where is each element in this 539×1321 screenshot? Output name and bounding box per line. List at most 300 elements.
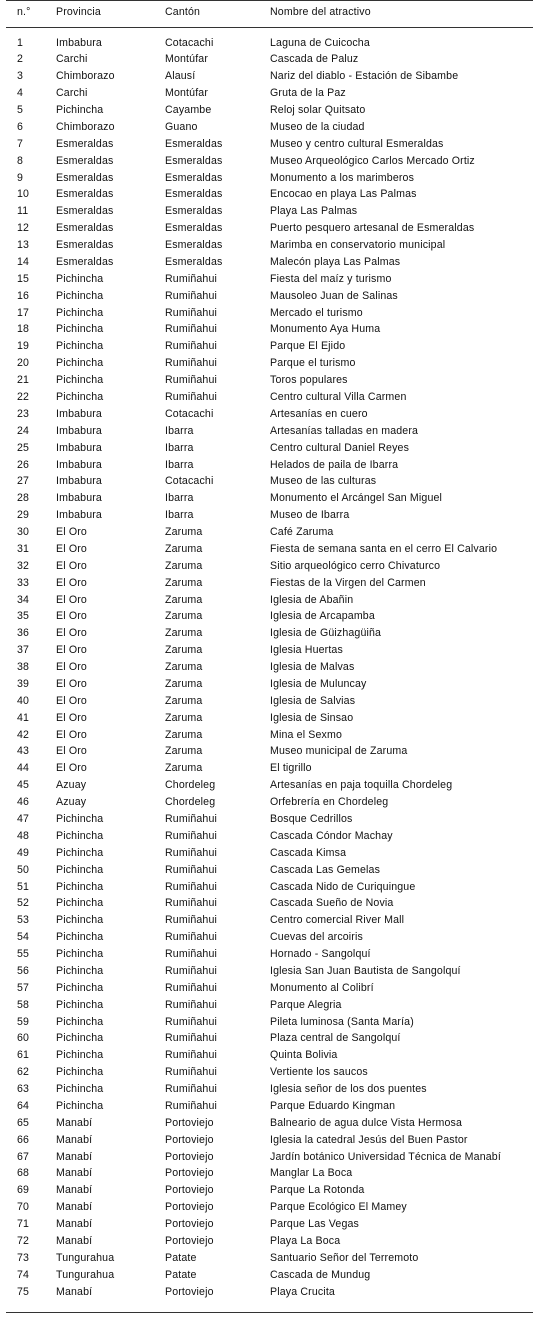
cell-number: 25 [17,441,30,454]
cell-attraction-name: Puerto pesquero artesanal de Esmeraldas [270,222,475,235]
table-bottom-rule [6,1312,533,1313]
cell-province: Imbabura [56,407,102,420]
cell-number: 10 [17,188,30,201]
cell-canton: Montúfar [165,87,209,100]
table-row [6,524,533,541]
cell-province: Esmeraldas [56,137,114,150]
cell-canton: Portoviejo [165,1116,214,1129]
table-row [6,946,533,963]
cell-number: 21 [17,374,30,387]
cell-canton: Zaruma [165,559,203,572]
cell-province: Imbabura [56,458,102,471]
cell-canton: Esmeraldas [165,188,223,201]
cell-attraction-name: Iglesia de Malvas [270,661,355,674]
cell-province: El Oro [56,593,87,606]
cell-attraction-name: Fiesta de semana santa en el cerro El Calvario [270,542,498,555]
cell-canton: Rumiñahui [165,340,217,353]
table-row [6,1115,533,1132]
cell-number: 53 [17,914,30,927]
cell-number: 74 [17,1268,30,1281]
cell-canton: Zaruma [165,627,203,640]
cell-canton: Rumiñahui [165,323,217,336]
cell-canton: Montúfar [165,53,209,66]
cell-number: 63 [17,1083,30,1096]
cell-province: Pichincha [56,1083,104,1096]
cell-province: Pichincha [56,981,104,994]
cell-number: 29 [17,509,30,522]
cell-number: 13 [17,239,30,252]
cell-province: Manabí [56,1285,93,1298]
table-row [6,170,533,187]
cell-number: 43 [17,745,30,758]
cell-attraction-name: Plaza central de Sangolquí [270,1032,401,1045]
table-row [6,760,533,777]
cell-attraction-name: Artesanías en paja toquilla Chordeleg [270,779,453,792]
cell-province: Tungurahua [56,1268,115,1281]
cell-province: Pichincha [56,829,104,842]
table-row [6,862,533,879]
cell-province: El Oro [56,526,87,539]
cell-number: 4 [17,87,24,100]
cell-canton: Patate [165,1268,197,1281]
cell-attraction-name: Iglesia de Abañin [270,593,354,606]
table-row [6,85,533,102]
cell-province: El Oro [56,644,87,657]
cell-canton: Zaruma [165,762,203,775]
cell-province: Pichincha [56,289,104,302]
cell-province: Imbabura [56,424,102,437]
cell-attraction-name: Monumento a los marimberos [270,171,415,184]
table-row [6,119,533,136]
cell-province: Manabí [56,1234,93,1247]
cell-attraction-name: Iglesia San Juan Bautista de Sangolquí [270,964,461,977]
cell-number: 42 [17,728,30,741]
cell-number: 62 [17,1066,30,1079]
cell-number: 6 [17,120,24,133]
cell-number: 20 [17,357,30,370]
cell-canton: Portoviejo [165,1167,214,1180]
cell-province: Pichincha [56,1032,104,1045]
cell-number: 67 [17,1150,30,1163]
cell-attraction-name: Museo Arqueológico Carlos Mercado Ortiz [270,154,475,167]
cell-attraction-name: Cascada de Paluz [270,53,359,66]
table-row [6,1284,533,1301]
cell-number: 60 [17,1032,30,1045]
cell-province: Pichincha [56,272,104,285]
cell-number: 27 [17,475,30,488]
cell-province: Carchi [56,87,88,100]
cell-province: Pichincha [56,948,104,961]
cell-number: 73 [17,1251,30,1264]
cell-attraction-name: Monumento al Colibrí [270,981,374,994]
cell-canton: Zaruma [165,694,203,707]
cell-canton: Rumiñahui [165,1066,217,1079]
cell-province: Pichincha [56,390,104,403]
cell-attraction-name: Balneario de agua dulce Vista Hermosa [270,1116,463,1129]
cell-attraction-name: Museo de las culturas [270,475,377,488]
cell-number: 57 [17,981,30,994]
cell-attraction-name: Cascada de Mundug [270,1268,371,1281]
cell-canton: Rumiñahui [165,390,217,403]
table-row [6,1216,533,1233]
cell-province: Esmeraldas [56,255,114,268]
cell-province: Manabí [56,1167,93,1180]
cell-attraction-name: Playa Las Palmas [270,205,358,218]
cell-attraction-name: Playa Crucita [270,1285,335,1298]
cell-province: Tungurahua [56,1251,115,1264]
cell-number: 7 [17,137,24,150]
cell-number: 50 [17,863,30,876]
cell-province: Pichincha [56,1015,104,1028]
cell-canton: Esmeraldas [165,171,223,184]
cell-province: Pichincha [56,357,104,370]
cell-canton: Rumiñahui [165,846,217,859]
cell-number: 28 [17,492,30,505]
table-row [6,997,533,1014]
cell-number: 51 [17,880,30,893]
cell-province: Pichincha [56,306,104,319]
table-row [6,608,533,625]
table-row [6,558,533,575]
cell-canton: Rumiñahui [165,998,217,1011]
cell-attraction-name: Museo de la ciudad [270,120,365,133]
table-row [6,473,533,490]
table-row [6,1199,533,1216]
table-row [6,203,533,220]
cell-province: Carchi [56,53,88,66]
cell-province: Manabí [56,1150,93,1163]
cell-number: 70 [17,1201,30,1214]
cell-attraction-name: Orfebrería en Chordeleg [270,796,389,809]
header-province: Provincia [56,6,101,18]
table-row [6,406,533,423]
table-row [6,35,533,52]
cell-province: Pichincha [56,812,104,825]
cell-number: 12 [17,222,30,235]
cell-number: 1 [17,36,24,49]
cell-canton: Rumiñahui [165,914,217,927]
cell-attraction-name: Parque Alegria [270,998,342,1011]
cell-province: Pichincha [56,340,104,353]
header-number: n.° [17,6,31,18]
cell-number: 15 [17,272,30,285]
cell-province: El Oro [56,661,87,674]
cell-province: Pichincha [56,914,104,927]
cell-province: El Oro [56,610,87,623]
header-attraction-name: Nombre del atractivo [270,6,371,18]
cell-province: El Oro [56,694,87,707]
cell-canton: Zaruma [165,576,203,589]
cell-canton: Rumiñahui [165,306,217,319]
cell-attraction-name: Jardín botánico Universidad Técnica de Manabí [270,1150,501,1163]
cell-attraction-name: Iglesia de Güizhagüiña [270,627,382,640]
cell-canton: Zaruma [165,593,203,606]
cell-province: El Oro [56,576,87,589]
cell-canton: Rumiñahui [165,1083,217,1096]
cell-attraction-name: Santuario Señor del Terremoto [270,1251,419,1264]
cell-attraction-name: Iglesia Huertas [270,644,343,657]
cell-canton: Rumiñahui [165,880,217,893]
cell-province: Pichincha [56,1066,104,1079]
table-row [6,389,533,406]
cell-canton: Zaruma [165,711,203,724]
table-row [6,423,533,440]
table-row [6,710,533,727]
cell-province: Pichincha [56,998,104,1011]
cell-canton: Rumiñahui [165,1015,217,1028]
cell-province: Pichincha [56,1049,104,1062]
cell-attraction-name: Fiestas de la Virgen del Carmen [270,576,426,589]
cell-province: Pichincha [56,846,104,859]
cell-attraction-name: Encocao en playa Las Palmas [270,188,417,201]
cell-canton: Ibarra [165,441,194,454]
cell-number: 59 [17,1015,30,1028]
cell-attraction-name: Mercado el turismo [270,306,363,319]
cell-province: Manabí [56,1184,93,1197]
table-row [6,727,533,744]
cell-attraction-name: Pileta luminosa (Santa María) [270,1015,414,1028]
cell-canton: Guano [165,120,198,133]
cell-attraction-name: Cascada Nido de Curiquingue [270,880,416,893]
table-row [6,1081,533,1098]
cell-attraction-name: El tigrillo [270,762,312,775]
cell-canton: Esmeraldas [165,137,223,150]
cell-province: Manabí [56,1116,93,1129]
cell-number: 44 [17,762,30,775]
cell-province: Pichincha [56,863,104,876]
cell-province: Manabí [56,1133,93,1146]
cell-province: Pichincha [56,931,104,944]
cell-province: Esmeraldas [56,239,114,252]
cell-province: Esmeraldas [56,205,114,218]
cell-attraction-name: Iglesia de Arcapamba [270,610,375,623]
cell-province: Imbabura [56,509,102,522]
cell-province: Esmeraldas [56,188,114,201]
cell-canton: Ibarra [165,458,194,471]
cell-number: 34 [17,593,30,606]
table-row [6,271,533,288]
cell-number: 45 [17,779,30,792]
table-row [6,457,533,474]
cell-canton: Zaruma [165,644,203,657]
cell-canton: Rumiñahui [165,1032,217,1045]
table-row [6,1267,533,1284]
table-row [6,136,533,153]
cell-canton: Zaruma [165,542,203,555]
cell-number: 58 [17,998,30,1011]
table-row [6,879,533,896]
cell-number: 68 [17,1167,30,1180]
table-row [6,254,533,271]
table-row [6,912,533,929]
table-row [6,1132,533,1149]
table-row [6,440,533,457]
cell-number: 36 [17,627,30,640]
cell-number: 16 [17,289,30,302]
cell-attraction-name: Nariz del diablo - Estación de Sibambe [270,70,459,83]
cell-attraction-name: Toros populares [270,374,348,387]
cell-attraction-name: Manglar La Boca [270,1167,353,1180]
cell-canton: Rumiñahui [165,1099,217,1112]
cell-canton: Esmeraldas [165,205,223,218]
cell-province: El Oro [56,542,87,555]
cell-province: El Oro [56,677,87,690]
cell-canton: Rumiñahui [165,981,217,994]
cell-attraction-name: Hornado - Sangolquí [270,948,371,961]
table-row [6,980,533,997]
cell-number: 23 [17,407,30,420]
cell-canton: Zaruma [165,728,203,741]
cell-number: 38 [17,661,30,674]
cell-attraction-name: Quinta Bolivia [270,1049,338,1062]
table-row [6,794,533,811]
cell-number: 52 [17,897,30,910]
cell-province: Imbabura [56,36,102,49]
cell-number: 55 [17,948,30,961]
table-row [6,237,533,254]
cell-province: Chimborazo [56,120,115,133]
cell-canton: Ibarra [165,424,194,437]
cell-canton: Rumiñahui [165,357,217,370]
table-row [6,355,533,372]
cell-canton: Rumiñahui [165,1049,217,1062]
cell-number: 35 [17,610,30,623]
cell-canton: Cayambe [165,104,212,117]
table-row [6,186,533,203]
cell-attraction-name: Iglesia de Salvias [270,694,356,707]
cell-attraction-name: Museo municipal de Zaruma [270,745,408,758]
cell-number: 49 [17,846,30,859]
table-row [6,1233,533,1250]
cell-canton: Ibarra [165,492,194,505]
cell-attraction-name: Centro cultural Villa Carmen [270,390,407,403]
cell-attraction-name: Bosque Cedrillos [270,812,353,825]
cell-attraction-name: Centro comercial River Mall [270,914,405,927]
table-row [6,828,533,845]
attractions-table [6,0,533,1321]
cell-canton: Zaruma [165,610,203,623]
cell-canton: Zaruma [165,661,203,674]
cell-number: 75 [17,1285,30,1298]
cell-province: Imbabura [56,441,102,454]
cell-number: 39 [17,677,30,690]
cell-attraction-name: Iglesia señor de los dos puentes [270,1083,427,1096]
table-row [6,659,533,676]
cell-province: Pichincha [56,323,104,336]
cell-attraction-name: Parque Ecológico El Mamey [270,1201,407,1214]
cell-province: Pichincha [56,104,104,117]
cell-number: 47 [17,812,30,825]
cell-attraction-name: Museo de Ibarra [270,509,350,522]
cell-province: Pichincha [56,374,104,387]
table-row [6,625,533,642]
table-row [6,575,533,592]
cell-canton: Rumiñahui [165,272,217,285]
cell-province: El Oro [56,559,87,572]
table-row [6,51,533,68]
cell-province: Esmeraldas [56,154,114,167]
table-row [6,507,533,524]
cell-attraction-name: Fiesta del maíz y turismo [270,272,392,285]
cell-number: 31 [17,542,30,555]
cell-province: Pichincha [56,897,104,910]
table-row [6,1182,533,1199]
cell-province: Esmeraldas [56,171,114,184]
cell-number: 2 [17,53,24,66]
cell-province: Imbabura [56,475,102,488]
cell-number: 41 [17,711,30,724]
cell-canton: Portoviejo [165,1150,214,1163]
table-row [6,305,533,322]
table-row [6,68,533,85]
cell-attraction-name: Parque El Ejido [270,340,346,353]
cell-number: 9 [17,171,24,184]
cell-canton: Rumiñahui [165,897,217,910]
cell-attraction-name: Cuevas del arcoiris [270,931,363,944]
cell-number: 48 [17,829,30,842]
cell-number: 8 [17,154,24,167]
table-row [6,743,533,760]
cell-canton: Zaruma [165,745,203,758]
cell-attraction-name: Malecón playa Las Palmas [270,255,401,268]
cell-number: 69 [17,1184,30,1197]
cell-attraction-name: Monumento el Arcángel San Miguel [270,492,443,505]
cell-canton: Portoviejo [165,1201,214,1214]
cell-attraction-name: Iglesia la catedral Jesús del Buen Pastor [270,1133,468,1146]
table-row [6,1250,533,1267]
cell-attraction-name: Parque Eduardo Kingman [270,1099,396,1112]
cell-canton: Portoviejo [165,1184,214,1197]
cell-number: 72 [17,1234,30,1247]
table-row [6,592,533,609]
cell-attraction-name: Laguna de Cuicocha [270,36,370,49]
cell-canton: Chordeleg [165,779,216,792]
table-row [6,372,533,389]
cell-province: Manabí [56,1218,93,1231]
cell-province: El Oro [56,711,87,724]
cell-number: 19 [17,340,30,353]
cell-number: 22 [17,390,30,403]
cell-canton: Zaruma [165,526,203,539]
cell-canton: Portoviejo [165,1218,214,1231]
cell-number: 56 [17,964,30,977]
cell-attraction-name: Mausoleo Juan de Salinas [270,289,398,302]
cell-canton: Portoviejo [165,1133,214,1146]
cell-canton: Zaruma [165,677,203,690]
cell-province: Azuay [56,779,87,792]
cell-number: 32 [17,559,30,572]
table-row [6,1030,533,1047]
cell-province: Chimborazo [56,70,115,83]
cell-canton: Rumiñahui [165,964,217,977]
cell-canton: Portoviejo [165,1234,214,1247]
cell-province: El Oro [56,728,87,741]
cell-number: 71 [17,1218,30,1231]
cell-attraction-name: Cascada Sueño de Novia [270,897,394,910]
cell-attraction-name: Cascada Kimsa [270,846,347,859]
table-row [6,1014,533,1031]
table-row [6,642,533,659]
cell-number: 30 [17,526,30,539]
cell-canton: Cotacachi [165,475,214,488]
cell-number: 54 [17,931,30,944]
cell-attraction-name: Vertiente los saucos [270,1066,368,1079]
cell-attraction-name: Monumento Aya Huma [270,323,381,336]
cell-number: 14 [17,255,30,268]
table-row [6,288,533,305]
cell-number: 46 [17,796,30,809]
cell-canton: Rumiñahui [165,829,217,842]
